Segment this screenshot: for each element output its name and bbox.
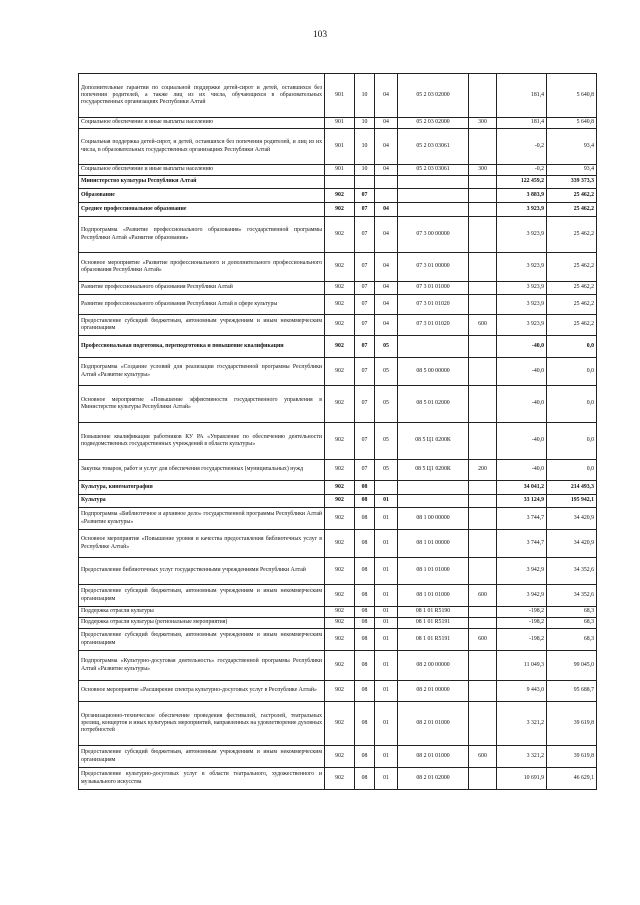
cell-name: Предоставление библиотечных услуг государственными учреждениями Республики Алтай — [79, 558, 325, 585]
cell-amount-total: 25 462,2 — [547, 203, 597, 217]
cell-name: Образование — [79, 189, 325, 203]
table-row — [79, 585, 597, 607]
cell-amount-total: 34 420,9 — [547, 508, 597, 530]
cell-ved-code: 901 — [325, 165, 355, 176]
cell-subsection: 05 — [375, 423, 398, 460]
cell-section: 07 — [355, 336, 375, 358]
cell-amount-change: 3 883,9 — [497, 189, 547, 203]
table-row — [79, 607, 597, 618]
cell-name: Закупка товаров, работ и услуг для обеспечения государственных (муниципальных) нужд — [79, 460, 325, 481]
table-row — [79, 386, 597, 423]
cell-ved-code: 902 — [325, 386, 355, 423]
cell-target-article: 08 1 01 01000 — [398, 585, 469, 607]
page-number: 103 — [312, 30, 328, 40]
cell-section: 08 — [355, 558, 375, 585]
cell-target-article: 08 5 Ц1 0200К — [398, 460, 469, 481]
table-row — [79, 768, 597, 790]
cell-subsection: 01 — [375, 618, 398, 629]
cell-ved-code: 902 — [325, 651, 355, 681]
cell-subsection — [375, 481, 398, 495]
cell-section: 08 — [355, 681, 375, 702]
cell-subsection: 01 — [375, 508, 398, 530]
cell-amount-change: -198,2 — [497, 629, 547, 651]
cell-name: Социальное обеспечение и иные выплаты населению — [79, 165, 325, 176]
cell-amount-total: 34 420,9 — [547, 530, 597, 558]
table-row — [79, 315, 597, 336]
cell-amount-change: 10 691,9 — [497, 768, 547, 790]
table-row — [79, 423, 597, 460]
cell-amount-total: 0,0 — [547, 386, 597, 423]
table-row — [79, 558, 597, 585]
table-row — [79, 508, 597, 530]
cell-expense-type — [469, 530, 497, 558]
table-row — [79, 203, 597, 217]
cell-amount-change: 181,4 — [497, 74, 547, 118]
cell-amount-change: 3 942,9 — [497, 585, 547, 607]
table-row — [79, 481, 597, 495]
cell-section: 07 — [355, 386, 375, 423]
cell-target-article — [398, 495, 469, 508]
table-row — [79, 651, 597, 681]
cell-section: 08 — [355, 530, 375, 558]
cell-section: 08 — [355, 746, 375, 768]
cell-expense-type — [469, 282, 497, 295]
cell-name: Социальное обеспечение и иные выплаты населению — [79, 118, 325, 129]
cell-ved-code: 902 — [325, 746, 355, 768]
cell-name: Среднее профессиональное образование — [79, 203, 325, 217]
table-row — [79, 618, 597, 629]
cell-target-article: 05 2 03 02000 — [398, 74, 469, 118]
cell-target-article: 08 1 01 00000 — [398, 530, 469, 558]
cell-amount-total: 68,3 — [547, 607, 597, 618]
cell-ved-code: 902 — [325, 315, 355, 336]
cell-target-article — [398, 481, 469, 495]
cell-subsection: 05 — [375, 358, 398, 386]
cell-expense-type — [469, 217, 497, 253]
cell-ved-code: 902 — [325, 481, 355, 495]
cell-name: Предоставление субсидий бюджетным, автономным учреждениям и иным некоммерческим организациям — [79, 585, 325, 607]
cell-subsection: 04 — [375, 315, 398, 336]
cell-expense-type: 600 — [469, 315, 497, 336]
cell-expense-type: 300 — [469, 118, 497, 129]
cell-ved-code: 902 — [325, 253, 355, 282]
cell-section: 07 — [355, 217, 375, 253]
cell-ved-code: 902 — [325, 460, 355, 481]
cell-amount-total: 34 352,6 — [547, 558, 597, 585]
table-row — [79, 165, 597, 176]
cell-amount-change: 3 923,9 — [497, 295, 547, 315]
cell-expense-type — [469, 203, 497, 217]
cell-name: Развитие профессионального образования Республики Алтай в сфере культуры — [79, 295, 325, 315]
cell-subsection: 01 — [375, 558, 398, 585]
cell-expense-type — [469, 423, 497, 460]
cell-amount-total: 339 373,3 — [547, 176, 597, 189]
cell-amount-change: 33 124,9 — [497, 495, 547, 508]
table-row — [79, 282, 597, 295]
cell-ved-code: 902 — [325, 189, 355, 203]
cell-expense-type — [469, 618, 497, 629]
cell-amount-change: 3 942,9 — [497, 558, 547, 585]
cell-subsection: 01 — [375, 746, 398, 768]
cell-amount-total: 5 640,8 — [547, 74, 597, 118]
cell-section: 10 — [355, 118, 375, 129]
cell-ved-code: 901 — [325, 129, 355, 165]
cell-section: 07 — [355, 203, 375, 217]
cell-ved-code: 902 — [325, 607, 355, 618]
cell-ved-code: 902 — [325, 768, 355, 790]
table-row — [79, 681, 597, 702]
cell-amount-change: 122 459,2 — [497, 176, 547, 189]
cell-amount-total: 39 619,8 — [547, 702, 597, 746]
cell-subsection — [375, 176, 398, 189]
cell-target-article: 08 5 00 00000 — [398, 358, 469, 386]
cell-target-article: 08 5 Ц1 0200К — [398, 423, 469, 460]
table-body — [79, 74, 597, 790]
cell-section: 10 — [355, 129, 375, 165]
cell-name: Культура, кинематография — [79, 481, 325, 495]
cell-ved-code: 902 — [325, 217, 355, 253]
cell-amount-change: -0,2 — [497, 165, 547, 176]
cell-amount-change: 9 443,0 — [497, 681, 547, 702]
cell-target-article: 05 2 03 03061 — [398, 129, 469, 165]
cell-ved-code: 902 — [325, 508, 355, 530]
table-row — [79, 702, 597, 746]
cell-name: Подпрограмма «Библиотечное и архивное дело» государственной программы Республики Алтай «Развитие культуры» — [79, 508, 325, 530]
cell-ved-code: 902 — [325, 282, 355, 295]
cell-target-article: 08 1 00 00000 — [398, 508, 469, 530]
cell-ved-code: 902 — [325, 495, 355, 508]
cell-name: Подпрограмма «Развитие профессионального образования» государственной программы Республики Алтай «Развитие образования» — [79, 217, 325, 253]
cell-ved-code: 902 — [325, 358, 355, 386]
cell-ved-code: 902 — [325, 558, 355, 585]
cell-name: Поддержка отрасли культуры — [79, 607, 325, 618]
cell-expense-type: 600 — [469, 585, 497, 607]
cell-ved-code: 902 — [325, 336, 355, 358]
cell-name: Основное мероприятие «Повышение уровня и качества предоставления библиотечных услуг в Республике Алтай» — [79, 530, 325, 558]
cell-target-article: 08 2 01 00000 — [398, 681, 469, 702]
cell-amount-total: 25 462,2 — [547, 315, 597, 336]
cell-target-article: 07 3 00 00000 — [398, 217, 469, 253]
cell-amount-total: 25 462,2 — [547, 189, 597, 203]
cell-name: Культура — [79, 495, 325, 508]
cell-subsection: 04 — [375, 74, 398, 118]
cell-name: Организационно-техническое обеспечение проведения фестивалей, гастролей, театральных зрелищ, концертов и иных культурных мероприятий, направленных на удовлетворение духовных потребностей — [79, 702, 325, 746]
cell-section: 07 — [355, 315, 375, 336]
cell-section: 08 — [355, 585, 375, 607]
table-row — [79, 129, 597, 165]
cell-expense-type — [469, 495, 497, 508]
cell-amount-change: -198,2 — [497, 618, 547, 629]
cell-expense-type: 600 — [469, 746, 497, 768]
table-row — [79, 336, 597, 358]
cell-ved-code: 902 — [325, 618, 355, 629]
cell-name: Предоставление субсидий бюджетным, автономным учреждениям и иным некоммерческим организациям — [79, 315, 325, 336]
cell-section: 07 — [355, 423, 375, 460]
cell-amount-total: 93,4 — [547, 129, 597, 165]
cell-name: Предоставление субсидий бюджетным, автономным учреждениям и иным некоммерческим организациям — [79, 746, 325, 768]
cell-name: Дополнительные гарантии по социальной поддержке детей-сирот и детей, оставшихся без попечения родителей, а также лиц из их числа, обучающихся в образовательных государственных организациях Республики Алтай — [79, 74, 325, 118]
cell-ved-code: 902 — [325, 423, 355, 460]
cell-ved-code: 901 — [325, 118, 355, 129]
cell-section: 07 — [355, 253, 375, 282]
budget-table — [78, 73, 597, 790]
cell-amount-change: 3 923,9 — [497, 217, 547, 253]
cell-target-article: 08 5 01 02000 — [398, 386, 469, 423]
cell-amount-change: 3 744,7 — [497, 508, 547, 530]
cell-amount-change: -0,2 — [497, 129, 547, 165]
cell-section: 08 — [355, 651, 375, 681]
cell-amount-total: 25 462,2 — [547, 295, 597, 315]
cell-amount-change: -40,0 — [497, 386, 547, 423]
cell-target-article: 07 3 01 01020 — [398, 295, 469, 315]
cell-name: Основное мероприятие «Повышение эффективности государственного управления в Министерстве культуры Республики Алтай» — [79, 386, 325, 423]
cell-subsection: 05 — [375, 460, 398, 481]
cell-name: Подпрограмма «Культурно-досуговая деятельность» государственной программы Республики Алтай «Развитие культуры» — [79, 651, 325, 681]
table-row — [79, 176, 597, 189]
cell-section: 07 — [355, 189, 375, 203]
cell-amount-total: 39 619,8 — [547, 746, 597, 768]
cell-section: 08 — [355, 481, 375, 495]
cell-amount-change: 3 923,9 — [497, 315, 547, 336]
cell-subsection: 01 — [375, 702, 398, 746]
cell-expense-type — [469, 681, 497, 702]
cell-subsection: 04 — [375, 203, 398, 217]
cell-target-article: 08 1 01 R5191 — [398, 618, 469, 629]
cell-ved-code: 902 — [325, 530, 355, 558]
cell-amount-total: 95 688,7 — [547, 681, 597, 702]
cell-amount-total: 99 045,0 — [547, 651, 597, 681]
cell-target-article: 08 1 01 R5191 — [398, 629, 469, 651]
cell-expense-type — [469, 336, 497, 358]
cell-section: 07 — [355, 282, 375, 295]
cell-subsection: 01 — [375, 607, 398, 618]
cell-section: 07 — [355, 460, 375, 481]
cell-amount-total: 46 629,1 — [547, 768, 597, 790]
cell-expense-type: 600 — [469, 629, 497, 651]
cell-target-article: 05 2 03 03061 — [398, 165, 469, 176]
cell-expense-type: 200 — [469, 460, 497, 481]
cell-amount-total: 93,4 — [547, 165, 597, 176]
cell-amount-change: 181,4 — [497, 118, 547, 129]
cell-amount-total: 25 462,2 — [547, 253, 597, 282]
cell-section: 10 — [355, 165, 375, 176]
cell-name: Повышение квалификации работников КУ РА «Управление по обеспечению деятельности подведомственных государственных учреждений в области культуры» — [79, 423, 325, 460]
cell-section: 07 — [355, 295, 375, 315]
cell-expense-type — [469, 768, 497, 790]
table-row — [79, 118, 597, 129]
cell-target-article: 07 3 01 00000 — [398, 253, 469, 282]
cell-expense-type — [469, 189, 497, 203]
cell-expense-type — [469, 253, 497, 282]
cell-ved-code: 902 — [325, 629, 355, 651]
cell-target-article — [398, 336, 469, 358]
cell-amount-change: 3 744,7 — [497, 530, 547, 558]
cell-subsection — [375, 189, 398, 203]
cell-subsection: 01 — [375, 768, 398, 790]
cell-amount-change: 11 049,3 — [497, 651, 547, 681]
cell-amount-change: 3 923,9 — [497, 253, 547, 282]
cell-section: 08 — [355, 495, 375, 508]
cell-amount-change: -40,0 — [497, 423, 547, 460]
cell-target-article: 08 2 00 00000 — [398, 651, 469, 681]
cell-amount-change: -40,0 — [497, 358, 547, 386]
cell-expense-type — [469, 295, 497, 315]
cell-section: 08 — [355, 618, 375, 629]
cell-ved-code: 902 — [325, 702, 355, 746]
cell-amount-change: 3 321,2 — [497, 702, 547, 746]
cell-amount-total: 0,0 — [547, 460, 597, 481]
table-row — [79, 460, 597, 481]
cell-name: Развитие профессионального образования Республики Алтай — [79, 282, 325, 295]
cell-subsection: 01 — [375, 629, 398, 651]
cell-amount-change: 34 041,2 — [497, 481, 547, 495]
cell-amount-total: 68,3 — [547, 629, 597, 651]
cell-amount-total: 195 942,1 — [547, 495, 597, 508]
cell-name: Министерство культуры Республики Алтай — [79, 176, 325, 189]
table-row — [79, 189, 597, 203]
cell-section: 08 — [355, 607, 375, 618]
table-row — [79, 253, 597, 282]
cell-subsection: 04 — [375, 282, 398, 295]
cell-expense-type: 300 — [469, 165, 497, 176]
cell-amount-change: 3 321,2 — [497, 746, 547, 768]
cell-ved-code: 901 — [325, 74, 355, 118]
table-row — [79, 530, 597, 558]
cell-amount-change: -40,0 — [497, 460, 547, 481]
table-row — [79, 74, 597, 118]
cell-target-article: 07 3 01 01020 — [398, 315, 469, 336]
cell-amount-total: 0,0 — [547, 336, 597, 358]
cell-section: 08 — [355, 702, 375, 746]
cell-expense-type — [469, 508, 497, 530]
table-row — [79, 295, 597, 315]
cell-expense-type — [469, 74, 497, 118]
cell-name: Социальная поддержка детей-сирот, и детей, оставшихся без попечения родителей, и лиц из их числа, в образовательных государственных организациях Республики Алтай — [79, 129, 325, 165]
cell-subsection: 04 — [375, 129, 398, 165]
cell-target-article: 08 2 01 01000 — [398, 746, 469, 768]
table-row — [79, 629, 597, 651]
cell-subsection: 01 — [375, 585, 398, 607]
cell-ved-code: 902 — [325, 681, 355, 702]
cell-target-article: 07 3 01 01000 — [398, 282, 469, 295]
cell-amount-total: 0,0 — [547, 423, 597, 460]
cell-target-article: 08 1 01 R5190 — [398, 607, 469, 618]
table-row — [79, 217, 597, 253]
cell-expense-type — [469, 481, 497, 495]
cell-amount-change: 3 923,9 — [497, 282, 547, 295]
cell-amount-total: 25 462,2 — [547, 217, 597, 253]
cell-name: Предоставление культурно-досуговых услуг в области театрального, художественного и музыкального искусства — [79, 768, 325, 790]
cell-amount-total: 25 462,2 — [547, 282, 597, 295]
cell-ved-code: 902 — [325, 585, 355, 607]
cell-amount-change: -198,2 — [497, 607, 547, 618]
cell-target-article — [398, 189, 469, 203]
cell-target-article — [398, 176, 469, 189]
cell-name: Предоставление субсидий бюджетным, автономным учреждениям и иным некоммерческим организациям — [79, 629, 325, 651]
cell-target-article: 08 1 01 01000 — [398, 558, 469, 585]
cell-expense-type — [469, 358, 497, 386]
cell-subsection: 04 — [375, 118, 398, 129]
cell-ved-code — [325, 176, 355, 189]
cell-target-article: 05 2 03 02000 — [398, 118, 469, 129]
cell-subsection: 05 — [375, 336, 398, 358]
cell-name: Основное мероприятие «Расширение спектра культурно-досуговых услуг в Республике Алтай» — [79, 681, 325, 702]
cell-subsection: 01 — [375, 651, 398, 681]
cell-section: 08 — [355, 508, 375, 530]
cell-expense-type — [469, 386, 497, 423]
cell-name: Подпрограмма «Создание условий для реализации государственной программы Республики Алтай «Развитие культуры» — [79, 358, 325, 386]
cell-target-article: 08 2 01 01000 — [398, 702, 469, 746]
cell-name: Основное мероприятие «Развитие профессионального и дополнительного профессионального образования Республики Алтай» — [79, 253, 325, 282]
cell-section — [355, 176, 375, 189]
cell-amount-total: 214 493,3 — [547, 481, 597, 495]
cell-amount-change: 3 923,9 — [497, 203, 547, 217]
cell-name: Поддержка отрасли культуры (региональные мероприятия) — [79, 618, 325, 629]
cell-expense-type — [469, 176, 497, 189]
cell-subsection: 01 — [375, 681, 398, 702]
cell-section: 08 — [355, 629, 375, 651]
cell-amount-total: 68,3 — [547, 618, 597, 629]
cell-amount-change: -40,0 — [497, 336, 547, 358]
cell-subsection: 01 — [375, 530, 398, 558]
cell-target-article — [398, 203, 469, 217]
cell-subsection: 04 — [375, 217, 398, 253]
cell-subsection: 05 — [375, 386, 398, 423]
cell-target-article: 08 2 01 02000 — [398, 768, 469, 790]
cell-amount-total: 0,0 — [547, 358, 597, 386]
cell-subsection: 01 — [375, 495, 398, 508]
cell-expense-type — [469, 558, 497, 585]
table-row — [79, 746, 597, 768]
cell-expense-type — [469, 607, 497, 618]
table-row — [79, 358, 597, 386]
cell-section: 08 — [355, 768, 375, 790]
cell-expense-type — [469, 702, 497, 746]
cell-subsection: 04 — [375, 165, 398, 176]
cell-name: Профессиональная подготовка, переподготовка и повышение квалификации — [79, 336, 325, 358]
cell-expense-type — [469, 129, 497, 165]
cell-expense-type — [469, 651, 497, 681]
cell-subsection: 04 — [375, 295, 398, 315]
cell-amount-total: 34 352,6 — [547, 585, 597, 607]
cell-ved-code: 902 — [325, 295, 355, 315]
table-row — [79, 495, 597, 508]
cell-ved-code: 902 — [325, 203, 355, 217]
cell-subsection: 04 — [375, 253, 398, 282]
cell-section: 10 — [355, 74, 375, 118]
cell-section: 07 — [355, 358, 375, 386]
cell-amount-total: 5 640,8 — [547, 118, 597, 129]
